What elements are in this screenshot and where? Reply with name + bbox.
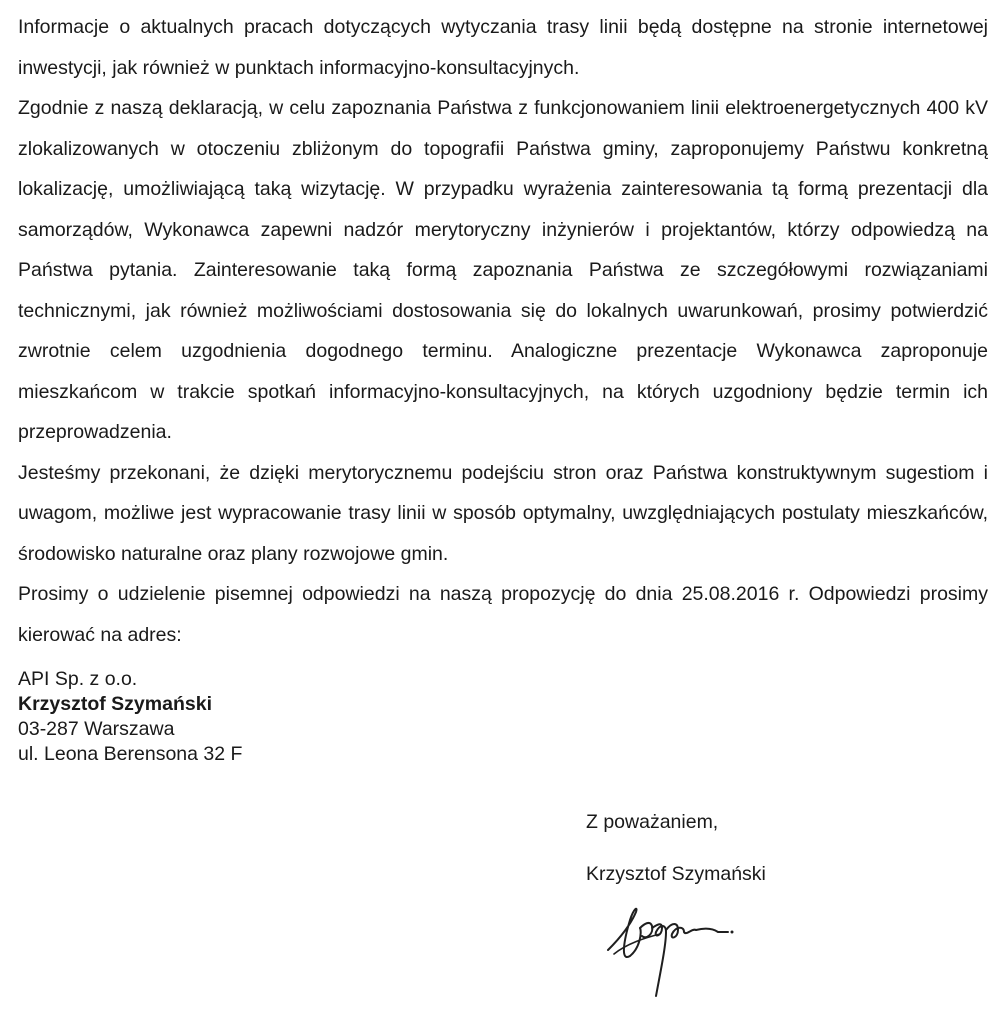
address-name: Krzysztof Szymański — [18, 693, 212, 715]
paragraph-conviction: Jesteśmy przekonani, że dzięki merytorycznemu podejściu stron oraz Państwa konstruktywnym sugestiom i uwagom, możliwe jest wypracowanie trasy linii w sposób optymalny, uwzględniających postulaty mieszkańców, środowisko naturalne oraz plany rozwojowe gmin. — [18, 461, 988, 565]
address-block — [18, 667, 988, 767]
paragraph-declaration: Zgodnie z naszą deklaracją, w celu zapoznania Państwa z funkcjonowaniem linii elektroenergetycznych 400 kV zlokalizowanych w otoczeniu zbliżonym do topografii Państwa gminy, zaproponujemy Państwu konkretną lokalizację, umożliwiającą taką wizytację. W przypadku wyrażenia zainteresowania tą formą prezentacji dla samorządów, Wykonawca zapewni nadzór merytoryczny inżynierów i projektantów, którzy odpowiedzą na Państwa pytania. Zainteresowanie taką formą zapoznania Państwa ze szczegółowymi rozwiązaniami technicznymi, jak również możliwościami dostosowania się do lokalnych uwarunkowań, prosimy potwierdzić zwrotnie celem uzgodnienia dogodnego terminu. Analogiczne prezentacje Wykonawca zaproponuje mieszkańcom w trakcie spotkań informacyjno-konsultacyjnych, na których uzgodniony będzie termin ich przeprowadzenia. — [18, 97, 988, 443]
closing-salutation: Z poważaniem, — [586, 811, 719, 833]
address-street: ul. Leona Berensona 32 F — [18, 743, 243, 765]
paragraph-info: Informacje o aktualnych pracach dotyczących wytyczania trasy linii będą dostępne na stronie internetowej inwestycji, jak również w punktach informacyjno-konsultacyjnych. — [18, 16, 988, 79]
paragraph-request: Prosimy o udzielenie pisemnej odpowiedzi na naszą propozycję do dnia 25.08.2016 r. Odpowiedzi prosimy kierować na adres: — [18, 583, 988, 646]
address-company: API Sp. z o.o. — [18, 668, 138, 690]
handwritten-signature — [600, 898, 740, 1008]
closing-signer: Krzysztof Szymański — [586, 863, 766, 885]
letter-body — [18, 0, 988, 767]
address-city: 03-287 Warszawa — [18, 718, 175, 740]
closing-block — [586, 810, 986, 886]
